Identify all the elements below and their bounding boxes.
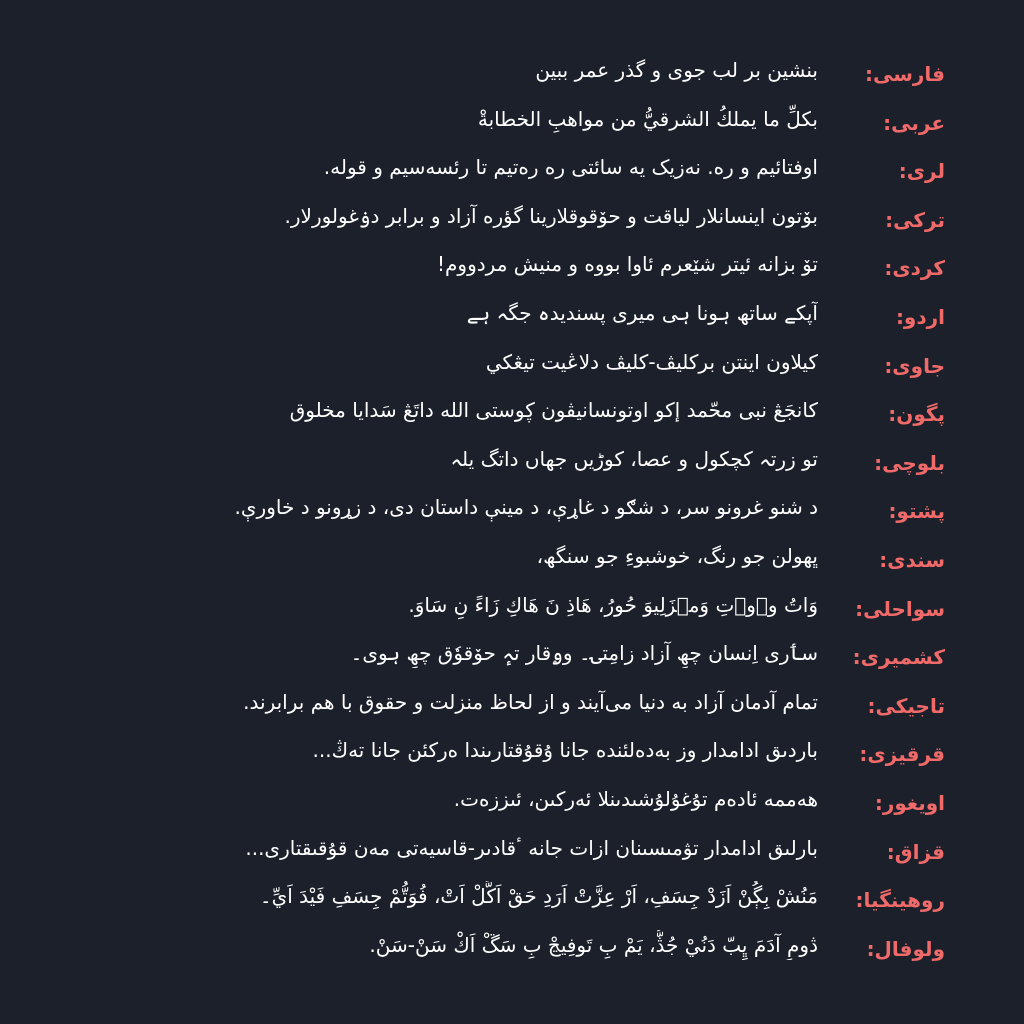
language-label: فارسی: <box>864 62 945 86</box>
language-sample-row <box>0 195 1024 244</box>
sample-text: وَاتُ وٛوٖتِ وَمٛزَلِيوَ حُورُ، هَاذِ نَ هَاكِ زَاءً نِ سَاوَ. <box>408 592 818 617</box>
language-label: کردی: <box>884 256 945 281</box>
language-label: پشتو: <box>888 499 945 524</box>
sample-text: تمام آدمان آزاد به دنیا می‌آیند و از لحاظ منزلت و حقوق با هم برابرند. <box>243 689 818 714</box>
sample-text: کانجَڠ نبی محّمد إکو اوتونسانیڤون ڮوستی الله داتَڠ سَدایا مخلوق <box>289 398 818 423</box>
language-sample-row <box>0 49 1024 98</box>
language-label: اردو: <box>895 304 945 329</box>
sample-text: آپکے ساتھ ہونا ہی میری پسندیدہ جگہ ہے <box>466 300 818 325</box>
language-sample-list <box>0 49 1024 972</box>
language-label: لری: <box>898 159 945 184</box>
sample-text: ڎومِ آدَمَ ڀِبّ دَنُيْ جُڎُّ، يَمْ بِ تَوفِيڃْ بِ سَڱْ اَكْ سَنْ-سَنْ. <box>369 932 818 957</box>
language-label: عربی: <box>883 110 945 135</box>
sample-text: مَنُشْ بِڳُنْ اَزَدْ جِسَفِ، اَرْ عِزَّتْ اَرَدِ حَقْ اَكَّلْ اَتْ، فُوَتُّمْ جِسَفِ فَيْدَ اَيِّ۔ <box>259 884 818 909</box>
language-label: کشمیری: <box>852 645 945 670</box>
sample-text: تو زرتہ کچکول و عصا، کوڑیں جھاں داتگ یلہ <box>450 446 818 471</box>
language-sample-row <box>0 98 1024 147</box>
sample-text: سٲری اِنسان چھِ آزاد زامِتۍ۔ وۄقار تہٕ حۆقوٗق چھِ ہوی۔ <box>350 641 818 666</box>
language-label: قزاق: <box>886 839 945 864</box>
language-sample-row <box>0 535 1024 584</box>
language-sample-row <box>0 875 1024 924</box>
language-label: ولوفال: <box>866 936 945 961</box>
language-sample-row <box>0 341 1024 390</box>
language-label: ترکی: <box>885 207 945 232</box>
language-sample-row <box>0 584 1024 633</box>
language-sample-row <box>0 146 1024 195</box>
language-sample-row <box>0 924 1024 973</box>
sample-text: ھەممە ئادەم تۇغۇلۇشىدىنلا ئەركىن، ئىززەت. <box>453 786 818 811</box>
language-label: تاجیکی: <box>867 693 945 718</box>
language-sample-row <box>0 729 1024 778</box>
language-sample-row <box>0 827 1024 876</box>
sample-text: ڀھولن جو رنگ، خوشبوءِ جو سنگھ، <box>536 543 818 568</box>
language-label: سندی: <box>879 547 945 572</box>
language-sample-row <box>0 632 1024 681</box>
language-label: سواحلی: <box>855 596 945 621</box>
language-sample-row <box>0 243 1024 292</box>
language-sample-row <box>0 389 1024 438</box>
language-sample-row <box>0 438 1024 487</box>
sample-text: د شنو غرونو سر، د شګو د غاړې، د مینې داستان دی، د زړونو د خاورې. <box>234 495 818 520</box>
language-label: پگون: <box>888 402 945 427</box>
sample-text: باردىق ادامدار وز بەدەلئندە جانا ۇقۇقتارىندا ەركئن جانا تەڭ... <box>312 738 818 763</box>
language-sample-row <box>0 486 1024 535</box>
sample-text: بارلىق ادامدار تۋمىسىنان ازات جانە ٴقادىر-قاسيەتى مەن قۇقىقتارى... <box>245 835 818 860</box>
sample-text: بۆتون اینسانلار لیاقت و حۆقوقلارینا گؤره آزاد و برابر دۏغولورلار. <box>284 203 818 228</box>
language-label: بلوچی: <box>874 450 945 475</box>
sample-text: اوفتائیم و رە. نەزیک یە سائتی رە رەتیم تا رئسەسیم و قوله. <box>323 155 818 180</box>
language-sample-row <box>0 292 1024 341</box>
sample-text: بكلِّ ما يملكُ الشرقيُّ من مواهبِ الخطابةْ <box>477 106 818 131</box>
language-sample-row <box>0 778 1024 827</box>
sample-text: بنشین بر لب جوی و گذر عمر ببین <box>535 58 818 82</box>
language-sample-row <box>0 681 1024 730</box>
language-label: قرقیزی: <box>859 742 945 767</box>
language-label: جاوی: <box>884 353 945 378</box>
sample-text: کيلاون اينتن برکليڤ-کليڤ دلاڠيت تيڠکي <box>485 349 818 374</box>
language-label: اویغور: <box>874 790 945 815</box>
sample-text: تۆ بزانە ئیتر شێعرم ئاوا بووە و منیش مردووم! <box>437 252 818 277</box>
language-label: روهینگیا: <box>855 888 945 913</box>
